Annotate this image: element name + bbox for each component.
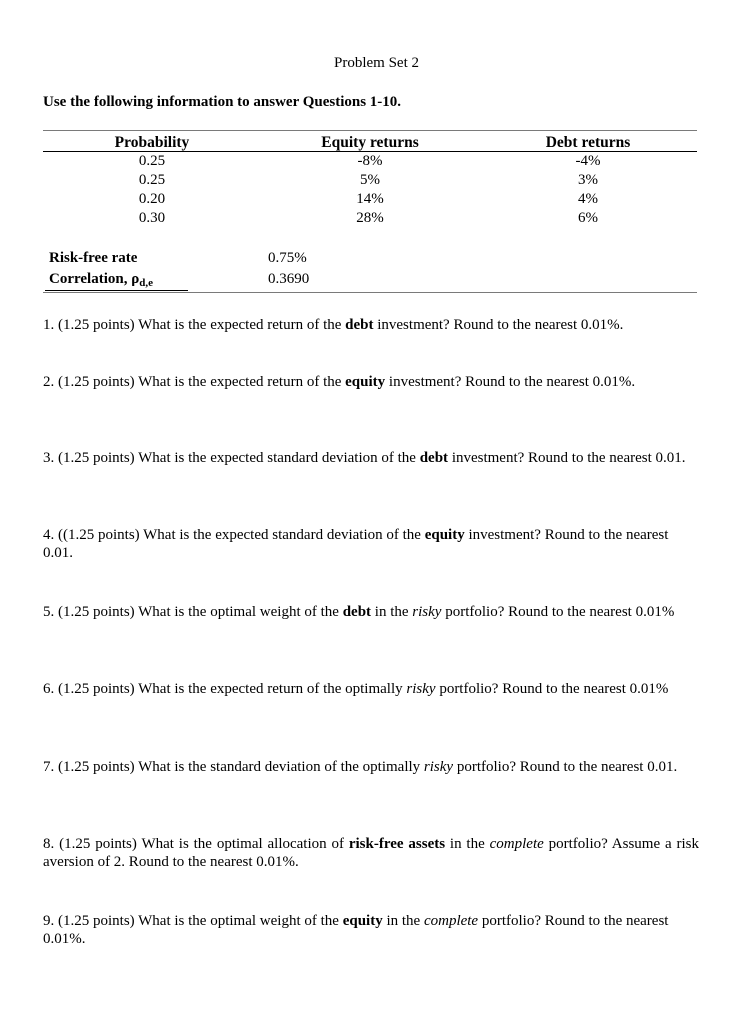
question-text: portfolio? Round to the nearest 0.01%. [43, 913, 669, 947]
question-text: in the [382, 913, 424, 929]
correlation-label [49, 271, 153, 289]
question-2 [43, 373, 699, 391]
question-emphasis: debt [419, 450, 449, 466]
question-text: investment? Round to the nearest 0.01. [448, 450, 686, 466]
header-probability: Probability [43, 134, 261, 152]
question-1 [43, 316, 699, 334]
question-text: 5. (1.25 points) What is the optimal weight of the [43, 604, 343, 620]
question-6 [43, 680, 699, 698]
debt-return-cell: 4% [578, 191, 598, 207]
instructions-heading: Use the following information to answer Questions 1-10. [43, 94, 402, 110]
question-emphasis: debt [345, 317, 374, 333]
correlation-underline [45, 290, 188, 291]
question-text: 9. (1.25 points) What is the optimal weight of the [43, 913, 343, 929]
probability-cell: 0.20 [138, 191, 166, 207]
probability-cell: 0.25 [138, 172, 166, 188]
question-italic: risky [406, 681, 436, 697]
question-text: 3. (1.25 points) What is the expected standard deviation of the [43, 450, 420, 466]
question-italic: risky [412, 604, 442, 620]
question-7 [43, 758, 699, 776]
equity-return-cell: 5% [360, 172, 380, 188]
table-row [43, 152, 697, 172]
probability-cell: 0.30 [138, 210, 166, 226]
equity-return-cell: 28% [356, 210, 384, 226]
table-top-rule [43, 130, 697, 131]
debt-return-cell: 3% [578, 172, 598, 188]
question-emphasis: equity [424, 527, 465, 543]
debt-return-cell: 6% [578, 210, 598, 226]
question-4 [43, 526, 699, 562]
correlation-subscript: d,e [139, 277, 153, 289]
question-text: portfolio? Round to the nearest 0.01% [441, 604, 675, 620]
question-text: portfolio? Assume a risk aversion of 2. Round to the nearest 0.01%. [43, 836, 699, 870]
correlation-value: 0.3690 [268, 271, 310, 287]
question-text: in the [371, 604, 413, 620]
question-emphasis: debt [342, 604, 372, 620]
question-text: 2. (1.25 points) What is the expected return of the [43, 374, 346, 390]
question-text: 6. (1.25 points) What is the expected return of the optimally [43, 681, 407, 697]
equity-return-cell: 14% [356, 191, 384, 207]
question-emphasis: equity [342, 913, 383, 929]
question-text: portfolio? Round to the nearest 0.01. [453, 759, 678, 775]
question-3 [43, 449, 699, 467]
question-italic: risky [423, 759, 454, 775]
equity-return-cell: -8% [357, 153, 383, 169]
question-text: 4. ((1.25 points) What is the expected standard deviation of the [43, 527, 425, 543]
question-italic: complete [489, 836, 544, 852]
table-header-row [43, 134, 697, 152]
table-row [43, 190, 697, 209]
table-row [43, 171, 697, 190]
page-title: Problem Set 2 [334, 55, 419, 71]
question-9 [43, 912, 699, 948]
risk-free-rate-value: 0.75% [268, 250, 307, 266]
question-text: in the [445, 836, 490, 852]
return-distribution-table [43, 134, 697, 228]
risk-free-rate-label: Risk-free rate [49, 250, 138, 266]
question-italic: complete [423, 913, 479, 929]
question-text: portfolio? Round to the nearest 0.01% [435, 681, 669, 697]
question-text: investment? Round to the nearest 0.01. [43, 527, 669, 561]
question-emphasis: risk-free assets [348, 836, 446, 852]
probability-cell: 0.25 [138, 153, 166, 169]
debt-return-cell: -4% [575, 153, 601, 169]
question-8 [43, 835, 699, 871]
table-bottom-rule [43, 292, 697, 293]
question-text: investment? Round to the nearest 0.01%. [385, 374, 636, 390]
header-debt-returns: Debt returns [479, 134, 697, 152]
question-text: 1. (1.25 points) What is the expected return of the [43, 317, 346, 333]
question-text: investment? Round to the nearest 0.01%. [373, 317, 624, 333]
question-text: 8. (1.25 points) What is the optimal allocation of [43, 836, 349, 852]
correlation-label-text: Correlation, ρ [49, 271, 140, 287]
header-equity-returns: Equity returns [261, 134, 479, 152]
question-5 [43, 603, 699, 621]
question-emphasis: equity [345, 374, 386, 390]
question-text: 7. (1.25 points) What is the standard deviation of the optimally [43, 759, 424, 775]
table-row [43, 209, 697, 228]
